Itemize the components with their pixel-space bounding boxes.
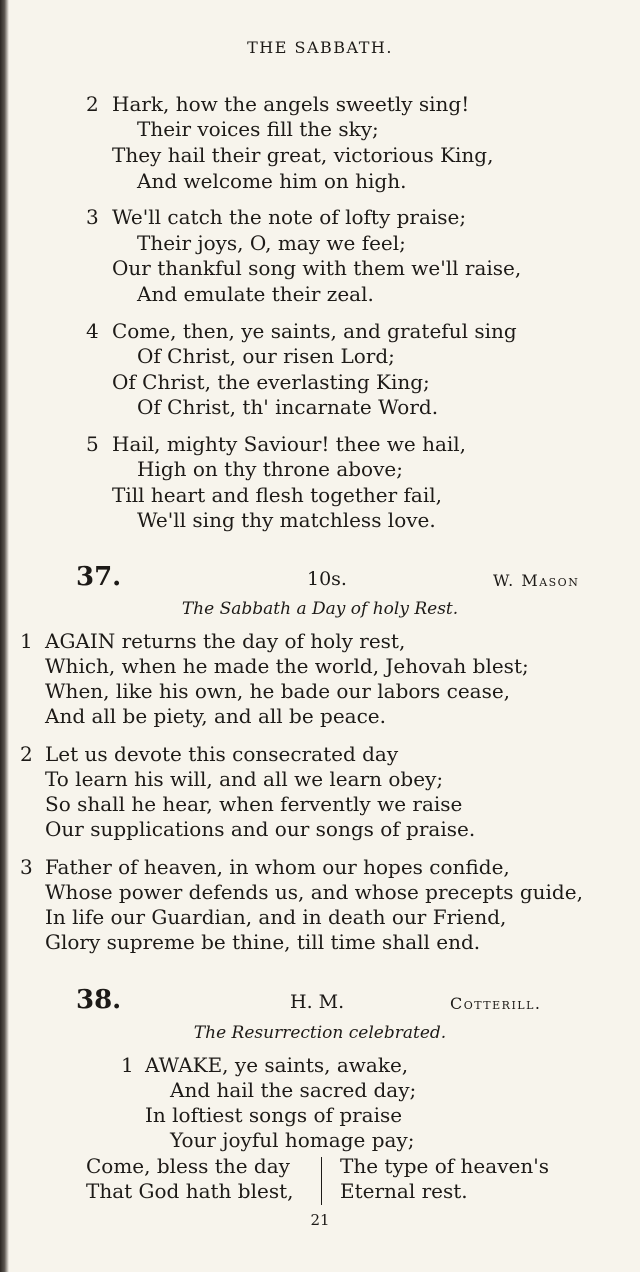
- verse-line: Father of heaven, in whom our hopes confide,: [45, 855, 510, 879]
- verse-line: Their joys, O, may we feel;: [137, 231, 406, 255]
- stanza-number: 1: [121, 1053, 134, 1077]
- hymn-meter: H. M.: [290, 991, 345, 1013]
- verse-line: When, like his own, he bade our labors cease,: [45, 679, 511, 703]
- verse-line: And welcome him on high.: [137, 169, 407, 193]
- hymn-meter: 10s.: [307, 568, 347, 590]
- running-head: THE SABBATH.: [247, 38, 393, 57]
- stanza-number: 3: [20, 855, 33, 879]
- verse-line: We'll sing thy matchless love.: [137, 508, 436, 532]
- verse-line: Of Christ, the everlasting King;: [112, 370, 430, 394]
- verse-line: Glory supreme be thine, till time shall end.: [45, 930, 481, 954]
- stanza-number: 3: [86, 205, 99, 229]
- hymn-author: W. Mason: [493, 571, 580, 590]
- verse-line: And emulate their zeal.: [137, 282, 374, 306]
- split-line-right: The type of heaven's: [340, 1154, 549, 1178]
- verse-line: To learn his will, and all we learn obey;: [45, 767, 444, 791]
- stanza-number: 1: [20, 629, 33, 653]
- stanza-number: 2: [86, 92, 99, 116]
- verse-line: AWAKE, ye saints, awake,: [145, 1053, 409, 1077]
- verse-line: AGAIN returns the day of holy rest,: [45, 629, 406, 653]
- split-divider: [321, 1157, 322, 1205]
- hymn-author: Cotterill.: [450, 994, 542, 1013]
- verse-line: So shall he hear, when fervently we raise: [45, 792, 463, 816]
- verse-line: Hail, mighty Saviour! thee we hail,: [112, 432, 467, 456]
- stanza-number: 5: [86, 432, 99, 456]
- verse-line: And all be piety, and all be peace.: [45, 704, 386, 728]
- verse-line: Of Christ, th' incarnate Word.: [137, 395, 439, 419]
- verse-line: High on thy throne above;: [137, 457, 403, 481]
- split-line-right: Eternal rest.: [340, 1179, 468, 1203]
- stanza-number: 2: [20, 742, 33, 766]
- verse-line: In loftiest songs of praise: [145, 1103, 403, 1127]
- verse-line: In life our Guardian, and in death our Friend,: [45, 905, 507, 929]
- split-line-left: Come, bless the day: [86, 1154, 290, 1178]
- verse-line: Till heart and flesh together fail,: [112, 483, 442, 507]
- verse-line: Let us devote this consecrated day: [45, 742, 399, 766]
- hymn-subtitle: The Resurrection celebrated.: [193, 1023, 447, 1043]
- verse-line: And hail the sacred day;: [170, 1078, 417, 1102]
- verse-line: Their voices fill the sky;: [137, 117, 379, 141]
- hymn-number: 38.: [76, 985, 122, 1015]
- verse-line: Hark, how the angels sweetly sing!: [112, 92, 470, 116]
- verse-line: Your joyful homage pay;: [170, 1128, 415, 1152]
- verse-line: Our thankful song with them we'll raise,: [112, 256, 522, 280]
- split-line-left: That God hath blest,: [86, 1179, 294, 1203]
- hymn-subtitle: The Sabbath a Day of holy Rest.: [181, 599, 459, 619]
- hymn-number: 37.: [76, 562, 122, 592]
- verse-line: Our supplications and our songs of praise.: [45, 817, 476, 841]
- verse-line: Whose power defends us, and whose precepts guide,: [45, 880, 583, 904]
- verse-line: Which, when he made the world, Jehovah blest;: [45, 654, 529, 678]
- page-number: 21: [310, 1211, 330, 1229]
- stanza-number: 4: [86, 319, 99, 343]
- page-edge-shadow: [0, 0, 9, 1272]
- verse-line: They hail their great, victorious King,: [112, 143, 494, 167]
- verse-line: We'll catch the note of lofty praise;: [112, 205, 467, 229]
- verse-line: Come, then, ye saints, and grateful sing: [112, 319, 517, 343]
- verse-line: Of Christ, our risen Lord;: [137, 344, 395, 368]
